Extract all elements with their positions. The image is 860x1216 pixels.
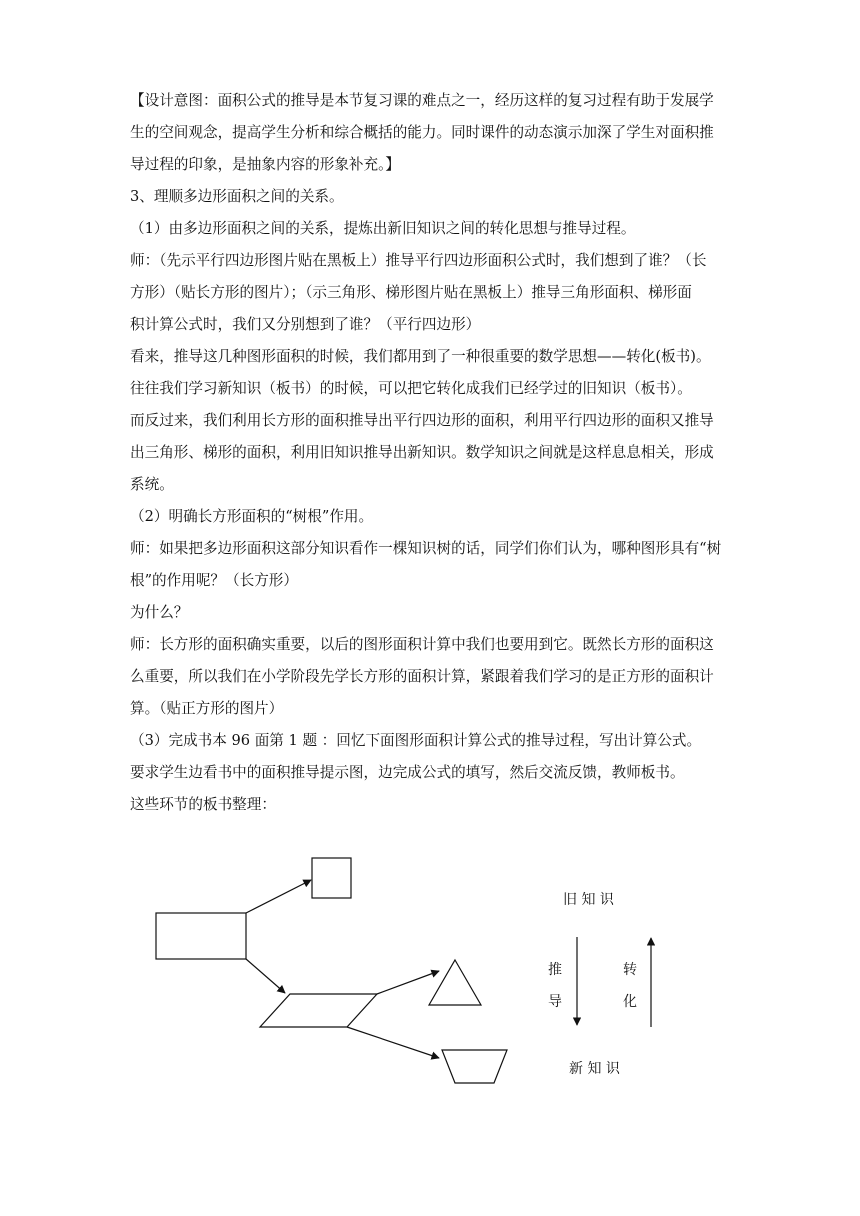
paragraph: 导过程的印象，是抽象内容的形象补充。】: [130, 156, 400, 173]
paragraph: 师：如果把多边形面积这部分知识看作一棵知识树的话，同学们你们认为，哪种图形具有“树: [130, 540, 722, 557]
paragraph: 这些环节的板书整理：: [130, 796, 276, 813]
triangle-shape: [429, 960, 481, 1005]
new-knowledge-label: 新 知 识: [569, 1061, 620, 1077]
paragraph: 根”的作用呢？（长方形）: [130, 572, 298, 589]
paragraph: 方形）（贴长方形的图片）；（示三角形、梯形图片贴在黑板上）推导三角形面积、梯形面: [130, 284, 692, 301]
parallelogram-shape: [260, 994, 377, 1027]
paragraph: 生的空间观念，提高学生分析和综合概括的能力。同时课件的动态演示加深了学生对面积推: [130, 124, 714, 141]
paragraph: 要求学生边看书中的面积推导提示图，边完成公式的填写，然后交流反馈，教师板书。: [130, 764, 685, 781]
paragraph: 往往我们学习新知识（板书）的时候，可以把它转化成我们已经学过的旧知识（板书）。: [130, 380, 692, 397]
paragraph: 为什么？: [130, 604, 189, 621]
arrow-parallelogram-to-trapezoid: [347, 1027, 439, 1058]
transform-label-2: 化: [623, 994, 637, 1010]
paragraph: 积计算公式时，我们又分别想到了谁？（平行四边形）: [130, 316, 481, 333]
arrow-parallelogram-to-triangle: [377, 971, 439, 994]
paragraph: 么重要，所以我们在小学阶段先学长方形的面积计算，紧跟着我们学习的是正方形的面积计: [130, 668, 714, 685]
paragraph: 【设计意图：面积公式的推导是本节复习课的难点之一，经历这样的复习过程有助于发展学: [130, 92, 714, 109]
section-heading: 3、理顺多边形面积之间的关系。: [130, 188, 344, 205]
derive-label-1: 推: [548, 962, 562, 978]
paragraph: 而反过来，我们利用长方形的面积推导出平行四边形的面积，利用平行四边形的面积又推导: [130, 412, 714, 429]
sub-heading: （1）由多边形面积之间的关系，提炼出新旧知识之间的转化思想与推导过程。: [130, 220, 636, 237]
paragraph: 出三角形、梯形的面积，利用旧知识推导出新知识。数学知识之间就是这样息息相关，形成: [130, 444, 714, 461]
paragraph: 算。（贴正方形的图片）: [130, 700, 284, 717]
sub-heading: （2）明确长方形面积的“树根”作用。: [130, 508, 374, 525]
paragraph: 师：长方形的面积确实重要，以后的图形面积计算中我们也要用到它。既然长方形的面积这: [130, 636, 714, 653]
paragraph: 系统。: [130, 476, 174, 493]
sub-heading: （3）完成书本 96 面第 1 题 ：回忆下面图形面积计算公式的推导过程，写出计算公式。: [130, 732, 702, 749]
transform-label-1: 转: [623, 962, 637, 978]
arrow-rect-to-square: [246, 880, 311, 913]
body-text: [130, 85, 730, 821]
trapezoid-shape: [442, 1050, 507, 1083]
arrow-rect-to-parallelogram: [246, 959, 285, 993]
paragraph: 师：（先示平行四边形图片贴在黑板上）推导平行四边形面积公式时，我们想到了谁？（长: [130, 252, 707, 269]
rectangle-shape: [156, 913, 246, 959]
square-shape: [312, 858, 351, 898]
derive-label-2: 导: [548, 994, 562, 1010]
old-knowledge-label: 旧 知 识: [563, 892, 614, 908]
paragraph: 看来，推导这几种图形面积的时候，我们都用到了一种很重要的数学思想——转化(板书)。: [130, 348, 711, 365]
